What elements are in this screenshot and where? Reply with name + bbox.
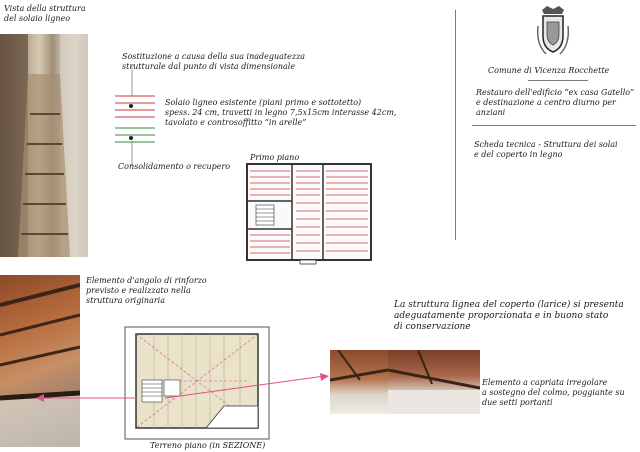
bottom-right-caption: Elemento a capriata irregolare a sostegno del colmo, poggiante su due setti portanti <box>482 378 625 407</box>
project-title: Restauro dell'edificio “ex casa Gatello” e destinazione a centro diurno per anziani <box>476 88 635 117</box>
arrow-head-right <box>320 373 329 381</box>
green-note: Consolidamento o recupero <box>118 162 231 171</box>
municipality-title: Comune di Vicenza Rocchette <box>488 66 610 75</box>
red-note: Sostituzione a causa della sua inadeguatezza strutturale dal punto di vista dimensionale <box>122 52 306 71</box>
main-note: Solaio ligneo esistente (piani primo e sottotetto) spess. 24 cm, travetti in legno 7,5x15cm interasse 42cm, tavolato e controsoffitto “in arelle” <box>165 98 397 127</box>
top-left-caption: Vista della struttura del solaio ligneo <box>4 4 86 23</box>
first-floor-label: Primo piano <box>250 153 300 162</box>
roof-note: La struttura lignea del coperto (larice) si presenta adeguatamente proporzionata e in buono stato di conservazione <box>394 300 624 332</box>
bottom-left-caption: Elemento d'angolo di rinforzo previsto e realizzato nella struttura originaria <box>86 276 207 305</box>
sheet-title: Scheda tecnica - Struttura dei solai e del coperto in legno <box>474 140 618 159</box>
ground-floor-label: Terreno piano (in SEZIONE) <box>150 441 266 450</box>
arrow-head-left <box>36 394 44 402</box>
